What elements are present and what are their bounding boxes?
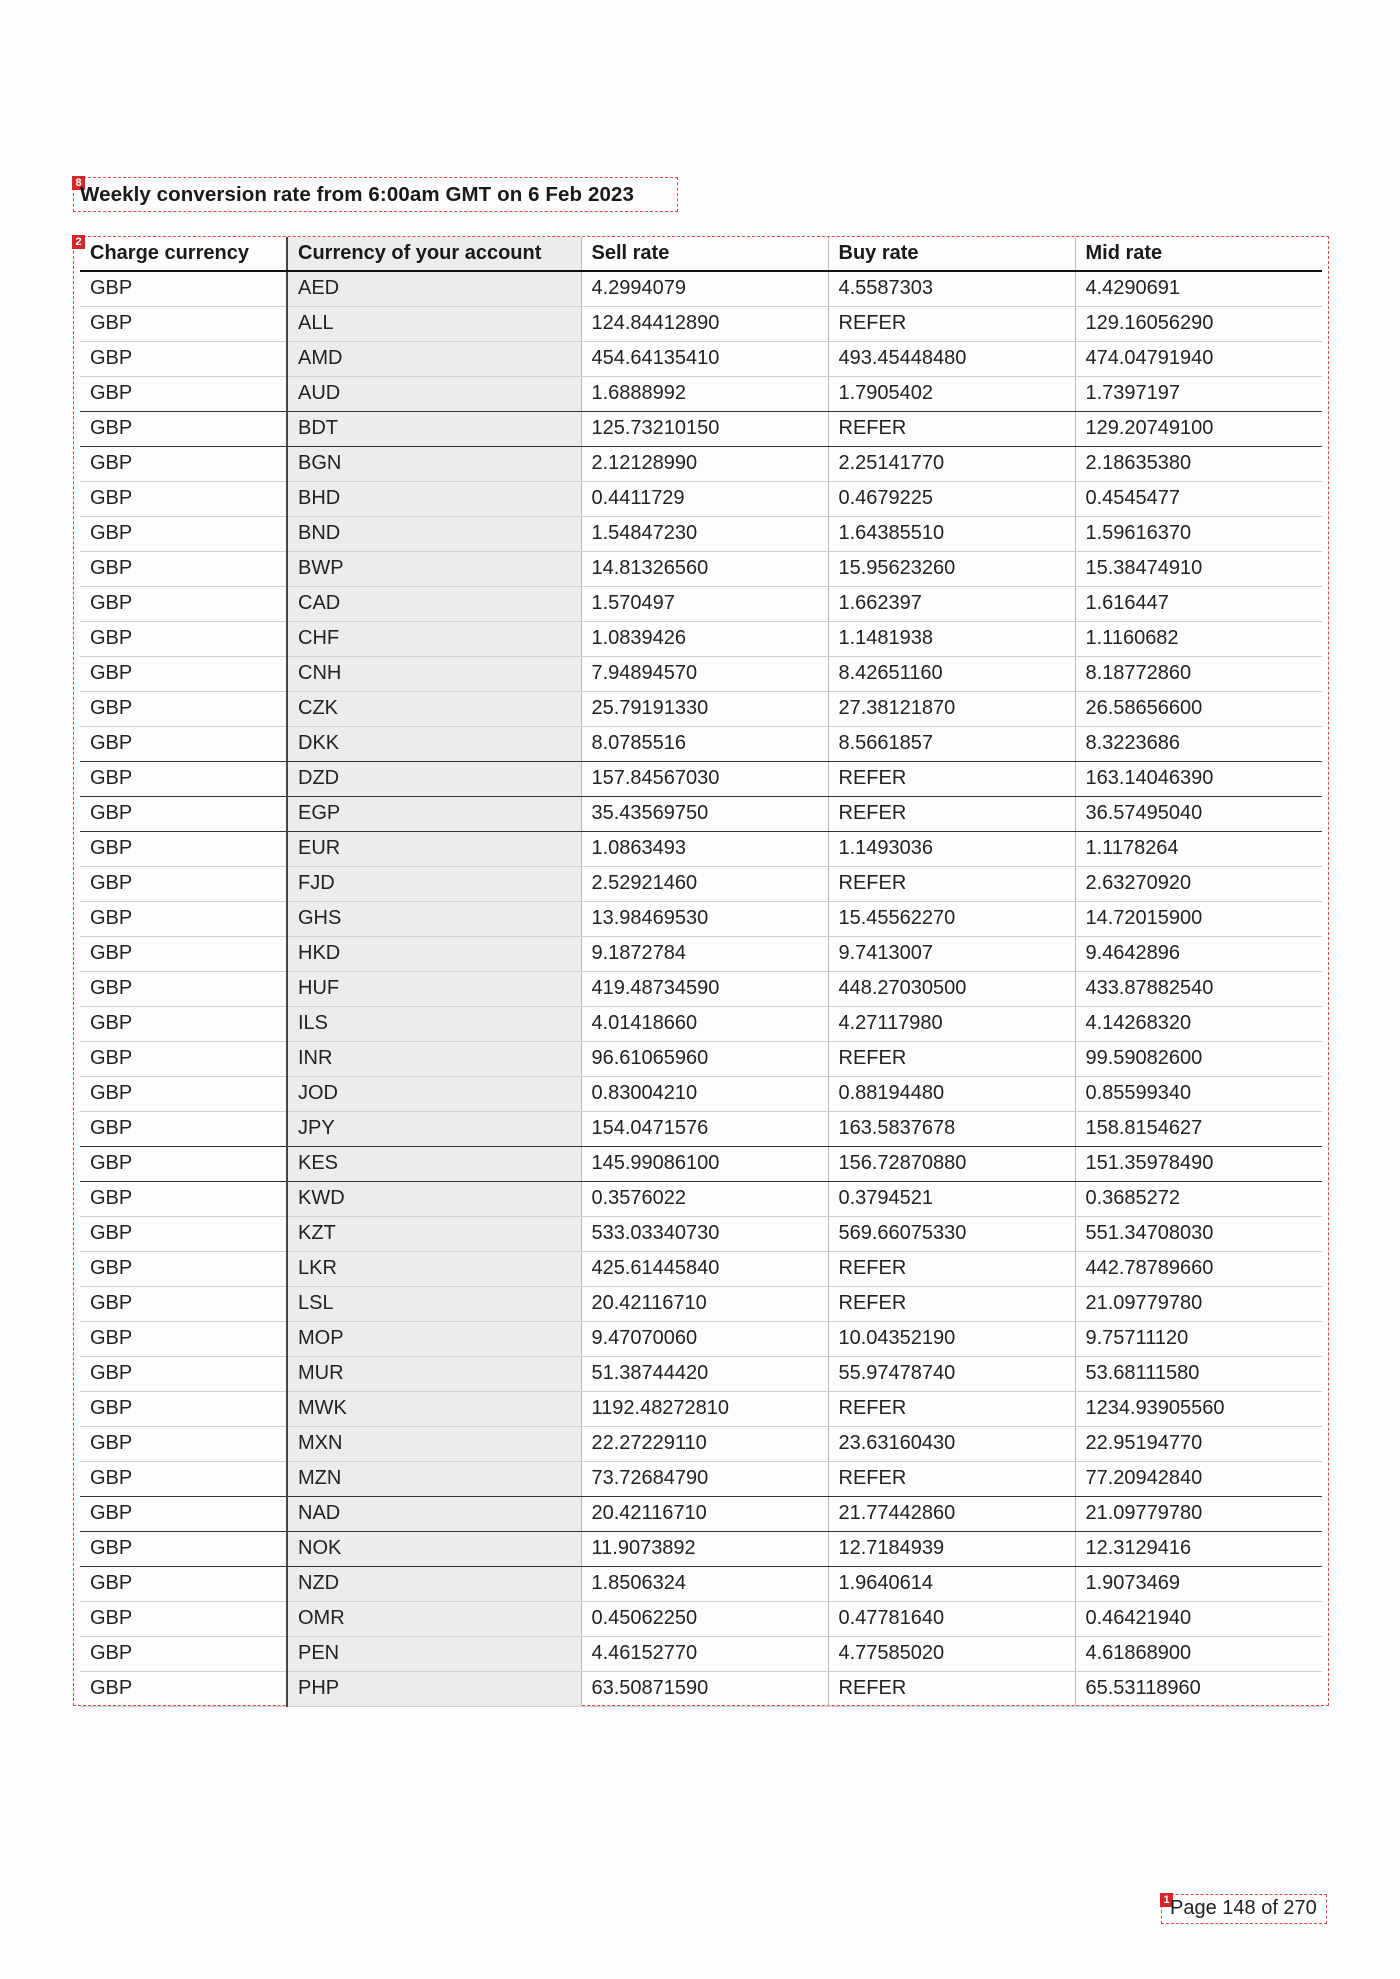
charge-currency-cell: GBP (80, 1111, 287, 1146)
sell-rate-cell: 25.79191330 (581, 691, 828, 726)
table-row (80, 726, 1322, 761)
account-currency-cell: BHD (287, 481, 581, 516)
column-header-account-currency: Currency of your account (287, 237, 581, 271)
account-currency-cell: JOD (287, 1076, 581, 1111)
mid-rate-cell: 26.58656600 (1075, 691, 1322, 726)
table-row (80, 1181, 1322, 1216)
sell-rate-cell: 454.64135410 (581, 341, 828, 376)
mid-rate-cell: 9.4642896 (1075, 936, 1322, 971)
sell-rate-cell: 7.94894570 (581, 656, 828, 691)
charge-currency-cell: GBP (80, 1216, 287, 1251)
mid-rate-cell: 551.34708030 (1075, 1216, 1322, 1251)
sell-rate-cell: 1.8506324 (581, 1566, 828, 1601)
charge-currency-cell: GBP (80, 1426, 287, 1461)
column-header-mid-rate: Mid rate (1075, 237, 1322, 271)
table-row (80, 796, 1322, 831)
sell-rate-cell: 14.81326560 (581, 551, 828, 586)
sell-rate-cell: 1.0839426 (581, 621, 828, 656)
sell-rate-cell: 4.46152770 (581, 1636, 828, 1671)
account-currency-cell: AED (287, 271, 581, 306)
buy-rate-cell: 15.95623260 (828, 551, 1075, 586)
table-body (80, 271, 1322, 1706)
sell-rate-cell: 0.83004210 (581, 1076, 828, 1111)
sell-rate-cell: 1192.48272810 (581, 1391, 828, 1426)
table-row (80, 551, 1322, 586)
column-header-sell-rate: Sell rate (581, 237, 828, 271)
charge-currency-cell: GBP (80, 621, 287, 656)
sell-rate-cell: 11.9073892 (581, 1531, 828, 1566)
buy-rate-cell: 8.5661857 (828, 726, 1075, 761)
charge-currency-cell: GBP (80, 1391, 287, 1426)
table-row (80, 516, 1322, 551)
account-currency-cell: MZN (287, 1461, 581, 1496)
column-header-charge-currency: Charge currency (80, 237, 287, 271)
table-row (80, 1671, 1322, 1706)
charge-currency-cell: GBP (80, 1671, 287, 1706)
sell-rate-cell: 9.1872784 (581, 936, 828, 971)
charge-currency-cell: GBP (80, 1566, 287, 1601)
conversion-rate-table (80, 237, 1322, 1707)
table-row (80, 971, 1322, 1006)
buy-rate-cell: 0.3794521 (828, 1181, 1075, 1216)
sell-rate-cell: 13.98469530 (581, 901, 828, 936)
sell-rate-cell: 1.54847230 (581, 516, 828, 551)
mid-rate-cell: 99.59082600 (1075, 1041, 1322, 1076)
sell-rate-cell: 8.0785516 (581, 726, 828, 761)
charge-currency-cell: GBP (80, 586, 287, 621)
charge-currency-cell: GBP (80, 1461, 287, 1496)
sell-rate-cell: 9.47070060 (581, 1321, 828, 1356)
table-row (80, 1286, 1322, 1321)
buy-rate-cell: 10.04352190 (828, 1321, 1075, 1356)
charge-currency-cell: GBP (80, 726, 287, 761)
account-currency-cell: OMR (287, 1601, 581, 1636)
charge-currency-cell: GBP (80, 341, 287, 376)
table-row (80, 1531, 1322, 1566)
mid-rate-cell: 0.4545477 (1075, 481, 1322, 516)
table-row (80, 1461, 1322, 1496)
charge-currency-cell: GBP (80, 306, 287, 341)
buy-rate-cell: REFER (828, 411, 1075, 446)
charge-currency-cell: GBP (80, 1251, 287, 1286)
sell-rate-cell: 22.27229110 (581, 1426, 828, 1461)
charge-currency-cell: GBP (80, 1356, 287, 1391)
mid-rate-cell: 1.616447 (1075, 586, 1322, 621)
mid-rate-cell: 22.95194770 (1075, 1426, 1322, 1461)
account-currency-cell: BDT (287, 411, 581, 446)
buy-rate-cell: 1.1493036 (828, 831, 1075, 866)
mid-rate-cell: 1.7397197 (1075, 376, 1322, 411)
mid-rate-cell: 2.18635380 (1075, 446, 1322, 481)
account-currency-cell: CAD (287, 586, 581, 621)
buy-rate-cell: REFER (828, 1391, 1075, 1426)
buy-rate-cell: 4.27117980 (828, 1006, 1075, 1041)
charge-currency-cell: GBP (80, 656, 287, 691)
table-row (80, 1356, 1322, 1391)
buy-rate-cell: 8.42651160 (828, 656, 1075, 691)
mid-rate-cell: 0.85599340 (1075, 1076, 1322, 1111)
charge-currency-cell: GBP (80, 1076, 287, 1111)
buy-rate-cell: 1.64385510 (828, 516, 1075, 551)
mid-rate-cell: 8.3223686 (1075, 726, 1322, 761)
annotation-tag: 8 (72, 176, 85, 190)
charge-currency-cell: GBP (80, 516, 287, 551)
table-row (80, 341, 1322, 376)
buy-rate-cell: 27.38121870 (828, 691, 1075, 726)
buy-rate-cell: 493.45448480 (828, 341, 1075, 376)
mid-rate-cell: 1.1160682 (1075, 621, 1322, 656)
buy-rate-cell: REFER (828, 1286, 1075, 1321)
table-row (80, 1041, 1322, 1076)
sell-rate-cell: 73.72684790 (581, 1461, 828, 1496)
buy-rate-cell: REFER (828, 1041, 1075, 1076)
buy-rate-cell: 0.47781640 (828, 1601, 1075, 1636)
sell-rate-cell: 2.52921460 (581, 866, 828, 901)
sell-rate-cell: 125.73210150 (581, 411, 828, 446)
table-row (80, 446, 1322, 481)
table-row (80, 1566, 1322, 1601)
table-row (80, 1321, 1322, 1356)
table-row (80, 1111, 1322, 1146)
charge-currency-cell: GBP (80, 901, 287, 936)
mid-rate-cell: 1.59616370 (1075, 516, 1322, 551)
table-row (80, 1251, 1322, 1286)
buy-rate-cell: 1.9640614 (828, 1566, 1075, 1601)
table-row (80, 1496, 1322, 1531)
mid-rate-cell: 4.61868900 (1075, 1636, 1322, 1671)
table-row (80, 656, 1322, 691)
charge-currency-cell: GBP (80, 936, 287, 971)
account-currency-cell: KZT (287, 1216, 581, 1251)
table-row (80, 691, 1322, 726)
charge-currency-cell: GBP (80, 1321, 287, 1356)
account-currency-cell: CHF (287, 621, 581, 656)
account-currency-cell: BND (287, 516, 581, 551)
charge-currency-cell: GBP (80, 971, 287, 1006)
table-row (80, 866, 1322, 901)
buy-rate-cell: 163.5837678 (828, 1111, 1075, 1146)
account-currency-cell: HUF (287, 971, 581, 1006)
account-currency-cell: BWP (287, 551, 581, 586)
account-currency-cell: AMD (287, 341, 581, 376)
sell-rate-cell: 154.0471576 (581, 1111, 828, 1146)
charge-currency-cell: GBP (80, 1636, 287, 1671)
table-row (80, 271, 1322, 306)
page-number: Page 148 of 270 (1170, 1897, 1317, 1919)
sell-rate-cell: 96.61065960 (581, 1041, 828, 1076)
charge-currency-cell: GBP (80, 1531, 287, 1566)
account-currency-cell: KES (287, 1146, 581, 1181)
mid-rate-cell: 1234.93905560 (1075, 1391, 1322, 1426)
sell-rate-cell: 2.12128990 (581, 446, 828, 481)
mid-rate-cell: 21.09779780 (1075, 1286, 1322, 1321)
account-currency-cell: DKK (287, 726, 581, 761)
sell-rate-cell: 35.43569750 (581, 796, 828, 831)
account-currency-cell: JPY (287, 1111, 581, 1146)
charge-currency-cell: GBP (80, 796, 287, 831)
mid-rate-cell: 1.9073469 (1075, 1566, 1322, 1601)
mid-rate-cell: 53.68111580 (1075, 1356, 1322, 1391)
charge-currency-cell: GBP (80, 1006, 287, 1041)
account-currency-cell: EUR (287, 831, 581, 866)
buy-rate-cell: 15.45562270 (828, 901, 1075, 936)
charge-currency-cell: GBP (80, 1601, 287, 1636)
buy-rate-cell: 23.63160430 (828, 1426, 1075, 1461)
account-currency-cell: ILS (287, 1006, 581, 1041)
charge-currency-cell: GBP (80, 1181, 287, 1216)
charge-currency-cell: GBP (80, 481, 287, 516)
sell-rate-cell: 1.6888992 (581, 376, 828, 411)
account-currency-cell: LSL (287, 1286, 581, 1321)
sell-rate-cell: 20.42116710 (581, 1496, 828, 1531)
buy-rate-cell: REFER (828, 1461, 1075, 1496)
mid-rate-cell: 433.87882540 (1075, 971, 1322, 1006)
charge-currency-cell: GBP (80, 411, 287, 446)
account-currency-cell: PEN (287, 1636, 581, 1671)
mid-rate-cell: 163.14046390 (1075, 761, 1322, 796)
buy-rate-cell: REFER (828, 306, 1075, 341)
sell-rate-cell: 4.01418660 (581, 1006, 828, 1041)
mid-rate-cell: 2.63270920 (1075, 866, 1322, 901)
sell-rate-cell: 0.3576022 (581, 1181, 828, 1216)
mid-rate-cell: 4.4290691 (1075, 271, 1322, 306)
table-row (80, 306, 1322, 341)
table-row (80, 481, 1322, 516)
account-currency-cell: GHS (287, 901, 581, 936)
table-row (80, 831, 1322, 866)
sell-rate-cell: 157.84567030 (581, 761, 828, 796)
mid-rate-cell: 0.46421940 (1075, 1601, 1322, 1636)
sell-rate-cell: 20.42116710 (581, 1286, 828, 1321)
buy-rate-cell: REFER (828, 1251, 1075, 1286)
mid-rate-cell: 442.78789660 (1075, 1251, 1322, 1286)
table-row (80, 761, 1322, 796)
charge-currency-cell: GBP (80, 1146, 287, 1181)
charge-currency-cell: GBP (80, 1286, 287, 1321)
charge-currency-cell: GBP (80, 761, 287, 796)
buy-rate-cell: 1.662397 (828, 586, 1075, 621)
mid-rate-cell: 0.3685272 (1075, 1181, 1322, 1216)
charge-currency-cell: GBP (80, 691, 287, 726)
mid-rate-cell: 9.75711120 (1075, 1321, 1322, 1356)
table-row (80, 901, 1322, 936)
sell-rate-cell: 0.4411729 (581, 481, 828, 516)
buy-rate-cell: REFER (828, 796, 1075, 831)
buy-rate-cell: 569.66075330 (828, 1216, 1075, 1251)
account-currency-cell: KWD (287, 1181, 581, 1216)
account-currency-cell: HKD (287, 936, 581, 971)
buy-rate-cell: 0.4679225 (828, 481, 1075, 516)
sell-rate-cell: 425.61445840 (581, 1251, 828, 1286)
charge-currency-cell: GBP (80, 271, 287, 306)
table-row (80, 586, 1322, 621)
mid-rate-cell: 4.14268320 (1075, 1006, 1322, 1041)
table-row (80, 376, 1322, 411)
buy-rate-cell: 2.25141770 (828, 446, 1075, 481)
account-currency-cell: INR (287, 1041, 581, 1076)
buy-rate-cell: 1.7905402 (828, 376, 1075, 411)
mid-rate-cell: 36.57495040 (1075, 796, 1322, 831)
account-currency-cell: FJD (287, 866, 581, 901)
table-row (80, 1216, 1322, 1251)
mid-rate-cell: 129.20749100 (1075, 411, 1322, 446)
page-title: Weekly conversion rate from 6:00am GMT on 6 Feb 2023 (80, 183, 634, 206)
sell-rate-cell: 63.50871590 (581, 1671, 828, 1706)
account-currency-cell: MOP (287, 1321, 581, 1356)
table-row (80, 1006, 1322, 1041)
buy-rate-cell: 156.72870880 (828, 1146, 1075, 1181)
account-currency-cell: NZD (287, 1566, 581, 1601)
account-currency-cell: PHP (287, 1671, 581, 1706)
buy-rate-cell: 4.77585020 (828, 1636, 1075, 1671)
account-currency-cell: DZD (287, 761, 581, 796)
table-row (80, 1426, 1322, 1461)
buy-rate-cell: 1.1481938 (828, 621, 1075, 656)
mid-rate-cell: 474.04791940 (1075, 341, 1322, 376)
sell-rate-cell: 419.48734590 (581, 971, 828, 1006)
sell-rate-cell: 533.03340730 (581, 1216, 828, 1251)
mid-rate-cell: 129.16056290 (1075, 306, 1322, 341)
mid-rate-cell: 151.35978490 (1075, 1146, 1322, 1181)
sell-rate-cell: 124.84412890 (581, 306, 828, 341)
buy-rate-cell: 55.97478740 (828, 1356, 1075, 1391)
buy-rate-cell: 9.7413007 (828, 936, 1075, 971)
table-row (80, 936, 1322, 971)
charge-currency-cell: GBP (80, 376, 287, 411)
mid-rate-cell: 158.8154627 (1075, 1111, 1322, 1146)
annotation-tag: 1 (1160, 1893, 1173, 1907)
buy-rate-cell: 21.77442860 (828, 1496, 1075, 1531)
sell-rate-cell: 4.2994079 (581, 271, 828, 306)
table-row (80, 1601, 1322, 1636)
sell-rate-cell: 1.0863493 (581, 831, 828, 866)
charge-currency-cell: GBP (80, 1041, 287, 1076)
mid-rate-cell: 12.3129416 (1075, 1531, 1322, 1566)
buy-rate-cell: 0.88194480 (828, 1076, 1075, 1111)
buy-rate-cell: 4.5587303 (828, 271, 1075, 306)
account-currency-cell: CNH (287, 656, 581, 691)
charge-currency-cell: GBP (80, 446, 287, 481)
account-currency-cell: NOK (287, 1531, 581, 1566)
account-currency-cell: CZK (287, 691, 581, 726)
account-currency-cell: BGN (287, 446, 581, 481)
buy-rate-cell: 448.27030500 (828, 971, 1075, 1006)
buy-rate-cell: 12.7184939 (828, 1531, 1075, 1566)
column-header-buy-rate: Buy rate (828, 237, 1075, 271)
account-currency-cell: EGP (287, 796, 581, 831)
account-currency-cell: AUD (287, 376, 581, 411)
buy-rate-cell: REFER (828, 866, 1075, 901)
mid-rate-cell: 14.72015900 (1075, 901, 1322, 936)
mid-rate-cell: 65.53118960 (1075, 1671, 1322, 1706)
account-currency-cell: MXN (287, 1426, 581, 1461)
mid-rate-cell: 1.1178264 (1075, 831, 1322, 866)
charge-currency-cell: GBP (80, 551, 287, 586)
charge-currency-cell: GBP (80, 831, 287, 866)
account-currency-cell: NAD (287, 1496, 581, 1531)
table-row (80, 1146, 1322, 1181)
mid-rate-cell: 77.20942840 (1075, 1461, 1322, 1496)
charge-currency-cell: GBP (80, 866, 287, 901)
buy-rate-cell: REFER (828, 761, 1075, 796)
sell-rate-cell: 1.570497 (581, 586, 828, 621)
sell-rate-cell: 51.38744420 (581, 1356, 828, 1391)
mid-rate-cell: 15.38474910 (1075, 551, 1322, 586)
account-currency-cell: MUR (287, 1356, 581, 1391)
table-row (80, 1636, 1322, 1671)
charge-currency-cell: GBP (80, 1496, 287, 1531)
sell-rate-cell: 0.45062250 (581, 1601, 828, 1636)
annotation-tag: 2 (72, 235, 85, 249)
account-currency-cell: MWK (287, 1391, 581, 1426)
mid-rate-cell: 21.09779780 (1075, 1496, 1322, 1531)
mid-rate-cell: 8.18772860 (1075, 656, 1322, 691)
table-row (80, 411, 1322, 446)
buy-rate-cell: REFER (828, 1671, 1075, 1706)
table-row (80, 621, 1322, 656)
table-row (80, 1076, 1322, 1111)
table-header-row (80, 237, 1322, 271)
account-currency-cell: LKR (287, 1251, 581, 1286)
table-row (80, 1391, 1322, 1426)
sell-rate-cell: 145.99086100 (581, 1146, 828, 1181)
account-currency-cell: ALL (287, 306, 581, 341)
